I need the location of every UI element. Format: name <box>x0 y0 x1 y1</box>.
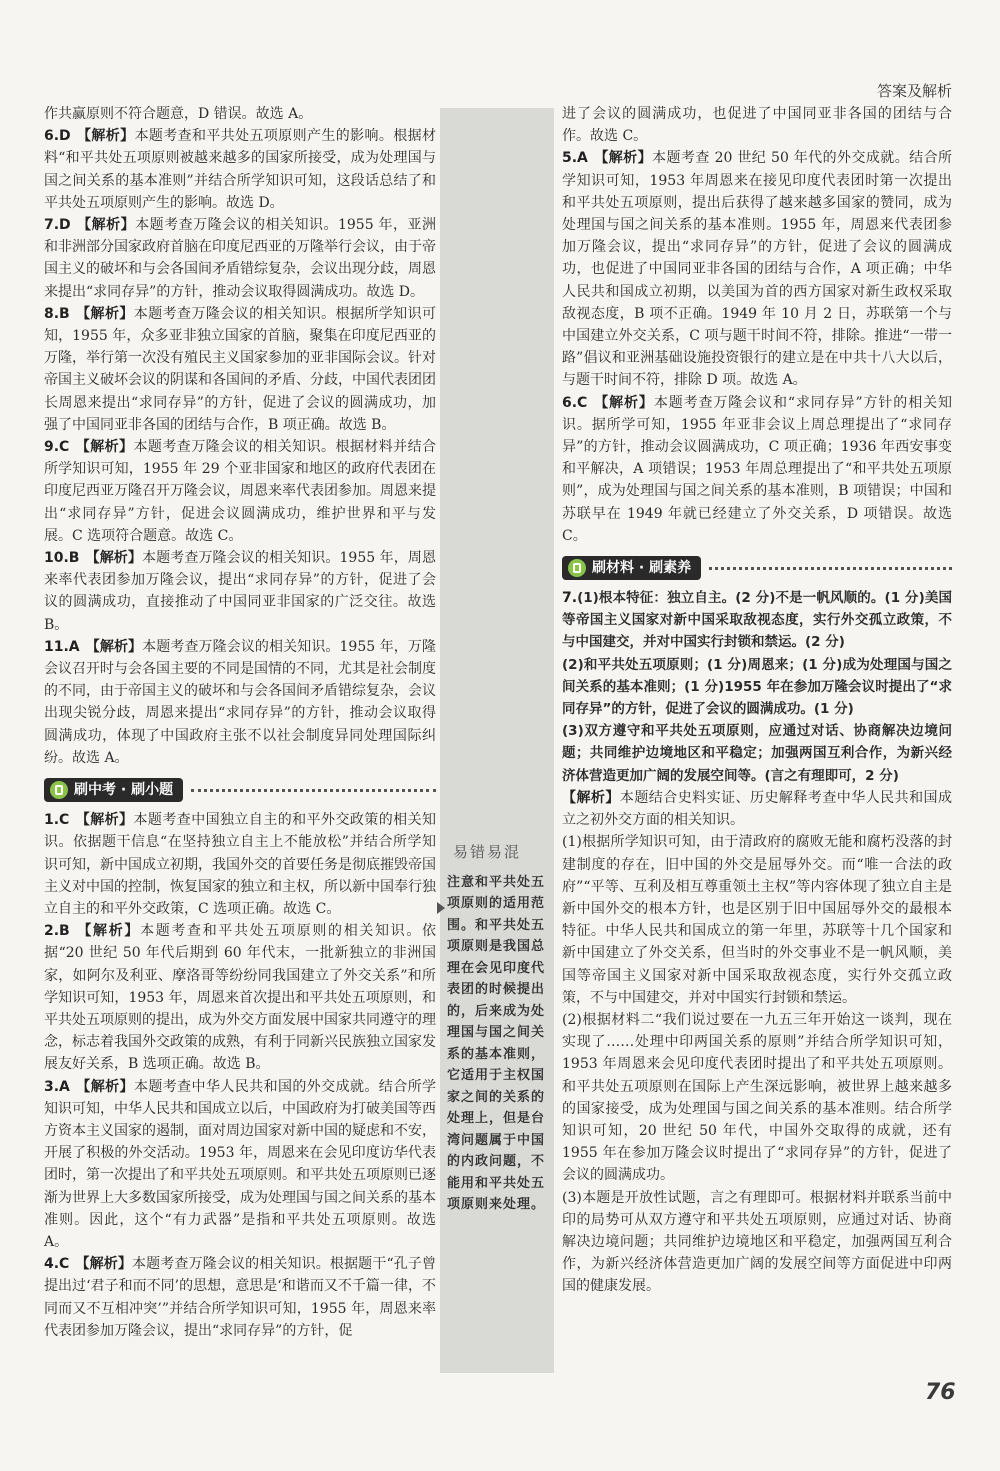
q7-analysis-3: (3)本题是开放性试题，言之有理即可。根据材料并联系当前中印的局势可从双方遵守和平共处五项原则，应通过对话、协商解决边境问题；共同维护边境地区和平稳定，加强两国互利合作，为新兴经济体营造更加广阔的发展空间等方面促进中印两国的健康发展。 <box>562 1189 952 1295</box>
tip-text: 注意和平共处五项原则的适用范围。和平共处五项原则是我国总理在会见印度代表团的时候提出的，后来成为处理国与国之间关系的基本准则，它适用于主权国家之间的关系的处理上，但是台湾问题属于中国的内政问题，不能用和平共处五项原则来处理。 <box>447 874 546 1212</box>
section-title: 刷材料 · 刷素养 <box>592 559 692 576</box>
left-items-a <box>44 125 436 769</box>
q7-answer-1: 7.(1)根本特征：独立自主。(2 分)不是一帆风顺的。(1 分)美国等帝国主义国家对新中国采取敌视态度，实行外交孤立政策，不与中国建交，并对中国实行封锁和禁运。(2 分) <box>562 590 952 651</box>
tip-arrow-icon <box>437 902 445 914</box>
left-lead: 作共赢原则不符合题意，D 错误。故选 A。 <box>44 106 313 122</box>
right-column <box>562 103 952 1298</box>
item-text: 本题考查和平共处五项原则产生的影响。根据材料“和平共处五项原则被越来越多的国家所接受，成为处理国与国之间关系的基本准则”并结合所学知识可知，这段话总结了和平共处五项原则产生的影响。故选 D。 <box>44 128 437 211</box>
item-tag: 【解析】 <box>85 638 143 655</box>
item-num: 6.D <box>44 128 71 145</box>
answer-item <box>44 214 436 303</box>
section-header-1 <box>44 777 436 803</box>
item-num: 4.C <box>44 1256 70 1273</box>
item-tag: 【解析】 <box>75 1078 134 1095</box>
item-num: 3.A <box>44 1078 70 1095</box>
answer-item <box>562 392 952 547</box>
item-num: 2.B <box>44 923 70 940</box>
book-icon <box>50 781 68 799</box>
section-header-2 <box>562 555 952 581</box>
answer-item <box>44 636 436 769</box>
item-text: 本题考查万隆会议和“求同存异”方针的相关知识。据所学可知，1955 年亚非会议上周总理提出了“求同存异”的方针，推动会议圆满成功，C 项正确；1936 年西安事变和平解决，A 项错误；1953 年周总理提出了“和平共处五项原则”，成为处理国与国之间关系的基本准则，B 项错误；中国和苏联早在 1949 年就已经建立了外交关系，D 项错误。故选 C。 <box>562 394 952 544</box>
item-num: 10.B <box>44 550 80 567</box>
item-text: 本题考查万隆会议的相关知识。1955 年，万隆会议召开时与会各国主要的不同是国情的不同，尤其是社会制度的不同，由于帝国主义的破坏和与会各国间矛盾错综复杂，会议出现尖锐分歧，周恩来提出“求同存异”的方针，推动会议取得圆满成功，体现了中国政府主张不以社会制度异同处理国际纠纷。故选 A。 <box>44 638 437 766</box>
item-tag: 【解析】 <box>75 439 134 456</box>
right-lead: 进了会议的圆满成功，也促进了中国同亚非各国的团结与合作。故选 C。 <box>562 106 952 145</box>
q7-answer-2: (2)和平共处五项原则；(1 分)周恩来；(1 分)成为处理国与国之间关系的基本准则；(1 分)1955 年在参加万隆会议时提出了“求同存异”的方针，促进了会议的圆满成功。(1 分) <box>562 656 952 718</box>
book-icon <box>568 559 586 577</box>
item-num: 7.D <box>44 217 71 234</box>
answer-item <box>562 147 952 391</box>
left-items-b <box>44 809 436 1342</box>
answer-item <box>44 809 436 920</box>
answer-item <box>44 436 436 547</box>
q7-number: 7. <box>562 590 578 607</box>
item-text: 本题考查 20 世纪 50 年代的外交成就。结合所学知识可知，1953 年周恩来在接见印度代表团时第一次提出和平共处五项原则，提出后获得了越来越多国家的赞同，成为处理国与国之间关系的基本准则。1955 年，周恩来代表团参加万隆会议，提出“求同存异”的方针，促进了会议的圆满成功，也促进了中国同亚非各国的团结与合作，A 项正确；中华人民共和国成立初期，以美国为首的西方国家对新生政权采取敌视态度，B 项不正确。1949 年 10 月 2 日，苏联第一个与中国建立外交关系，C 项与题干时间不符，排除。推进“一带一路”倡议和亚洲基础设施投资银行的建立是在中共十八大以后，与题干时间不符，排除 D 项。故选 A。 <box>562 150 953 389</box>
item-tag: 【解析】 <box>75 1256 133 1273</box>
item-text: 本题考查万隆会议的相关知识。根据所学知识可知，1955 年，众多亚非独立国家的首脑，聚集在印度尼西亚的万隆，举行第一次没有殖民主义国家参加的亚非国际会议。针对帝国主义破坏会议的阴谋和各国间的矛盾、分歧，中国代表团团长周恩来提出“求同存异”的方针，促进了会议的圆满成功，加强了中国同亚非各国的团结与合作，B 项正确。故选 B。 <box>44 305 437 433</box>
dotted-divider <box>709 567 952 570</box>
q7-analysis-intro: 【解析】本题结合史料实证、历史解释考查中华人民共和国成立之初外交方面的相关知识。 <box>562 789 953 829</box>
answer-item <box>44 125 436 214</box>
answer-item <box>44 1076 436 1254</box>
section-badge <box>44 778 183 802</box>
item-tag: 【解析】 <box>76 128 135 145</box>
item-text: 本题考查中华人民共和国的外交成就。结合所学知识可知，中华人民共和国成立以后，中国政府为打破美国等西方资本主义国家的遏制，面对周边国家对新中国的疑虑和不安，开展了积极的外交活动。1953 年，周恩来在会见印度访华代表团时，第一次提出了和平共处五项原则。和平共处五项原则已逐渐为世界上大多数国家所接受，成为处理国与国之间关系的基本准则。因此，这个“有力武器”是指和平共处五项原则。故选 A。 <box>44 1078 437 1250</box>
answer-item <box>44 1253 436 1342</box>
item-num: 8.B <box>44 305 70 322</box>
item-tag: 【解析】 <box>85 550 143 567</box>
item-tag: 【解析】 <box>75 305 134 322</box>
item-num: 1.C <box>44 812 70 829</box>
right-items-a <box>562 147 952 547</box>
item-num: 11.A <box>44 638 80 655</box>
item-text: 本题考查万隆会议的相关知识。根据材料并结合所学知识可知，1955 年 29 个亚非国家和地区的政府代表团在印度尼西亚万隆召开万隆会议，周恩来率代表团参加。周恩来提出“求同存异”方针，促进会议圆满成功，维护世界和平与发展。C 选项符合题意。故选 C。 <box>44 439 437 544</box>
item-text: 本题考查和平共处五项原则的相关知识。依据“20 世纪 50 年代后期到 60 年代末，一批新独立的非洲国家，如阿尔及利亚、摩洛哥等纷纷同我国建立了外交关系”和所学知识可知，1953 年，周恩来首次提出和平共处五项原则，和平共处五项原则的提出，成为外交方面发展中国家共同遵守的理念，标志着我国外交政策的成熟，有利于同新兴民族独立国家发展友好关系，B 选项正确。故选 B。 <box>44 923 437 1073</box>
item-num: 9.C <box>44 439 70 456</box>
section-badge <box>562 556 701 580</box>
answer-item <box>44 303 436 436</box>
q7-analysis-1: (1)根据所学知识可知，由于清政府的腐败无能和腐朽没落的封建制度的存在，旧中国的外交是屈辱外交。而“唯一合法的政府”“平等、互利及相互尊重领土主权”等内容体现了独立自主是新中国外交的根本方针，也是区别于旧中国屈辱外交的最根本特征。中华人民共和国成立的第一年里，苏联等十几个国家和新中国建立了外交关系，但当时的外交事业不是一帆风顺，美国等帝国主义国家对新中国采取敌视态度，实行外交孤立政策，不与中国建交，并对中国实行封锁和禁运。 <box>562 834 952 1006</box>
dotted-divider <box>191 789 436 792</box>
item-num: 6.C <box>562 394 588 411</box>
page-header: 答案及解析 <box>876 82 952 100</box>
page-number: 76 <box>925 1380 956 1405</box>
item-text: 本题考查万隆会议的相关知识。1955 年，周恩来率代表团参加万隆会议，提出“求同存异”的方针，促进了会议的圆满成功，直接推动了中国同亚非国家的广泛交往。故选 B。 <box>44 550 437 633</box>
item-tag: 【解析】 <box>593 150 653 167</box>
item-tag: 【解析】 <box>76 217 136 234</box>
q7-analysis-2: (2)根据材料二“我们说过要在一九五三年开始这一谈判，现在实现了……处理中印两国关系的原则”并结合所学知识可知，1953 年周恩来会见印度代表团时提出了和平共处五项原则。和平共处五项原则在国际上产生深远影响，被世界上越来越多的国家接受，成为处理国与国之间关系的基本准则。结合所学知识可知，20 世纪 50 年代，中国外交取得的成就，还有 1955 年在参加万隆会议时提出了“求同存异”的方针，促进了会议的圆满成功。 <box>562 1011 952 1184</box>
item-tag: 【解析】 <box>75 812 134 829</box>
item-text: 本题考查万隆会议的相关知识。1955 年，亚洲和非洲部分国家政府首脑在印度尼西亚的万隆举行会议，由于帝国主义的破坏和与会各国间矛盾错综复杂，会议出现分歧，周恩来提出“求同存异”的方针，推动会议取得圆满成功。故选 D。 <box>44 217 437 300</box>
answer-item <box>44 920 436 1075</box>
tip-box <box>447 842 551 1216</box>
tip-title: 易错易混 <box>453 843 522 861</box>
item-text: 本题考查万隆会议的相关知识。根据题干“孔子曾提出过‘君子和而不同’的思想，意思是‘和谐而又不千篇一律，不同而又不互相冲突’”并结合所学知识可知，1955 年，周恩来率代表团参加万隆会议，提出“求同存异”的方针，促 <box>44 1256 437 1339</box>
left-column <box>44 103 436 1342</box>
q7-answer-3: (3)双方遵守和平共处五项原则，应通过对话、协商解决边境问题；共同维护边境地区和平稳定；加强两国互利合作，为新兴经济体营造更加广阔的发展空间等。(言之有理即可，2 分) <box>562 723 952 784</box>
item-num: 5.A <box>562 150 588 167</box>
item-tag: 【解析】 <box>593 394 654 411</box>
section-title: 刷中考 · 刷小题 <box>74 781 174 798</box>
item-text: 本题考查中国独立自主的和平外交政策的相关知识。依据题干信息“在坚持独立自主上不能放松”并结合所学知识可知，新中国成立初期，我国外交的首要任务是彻底摧毁帝国主义对中国的控制，恢复国家的独立和主权，所以新中国奉行独立自主的和平外交政策，C 选项正确。故选 C。 <box>44 812 437 917</box>
answer-item <box>44 547 436 636</box>
question-7 <box>562 587 952 1298</box>
item-tag: 【解析】 <box>75 923 141 940</box>
